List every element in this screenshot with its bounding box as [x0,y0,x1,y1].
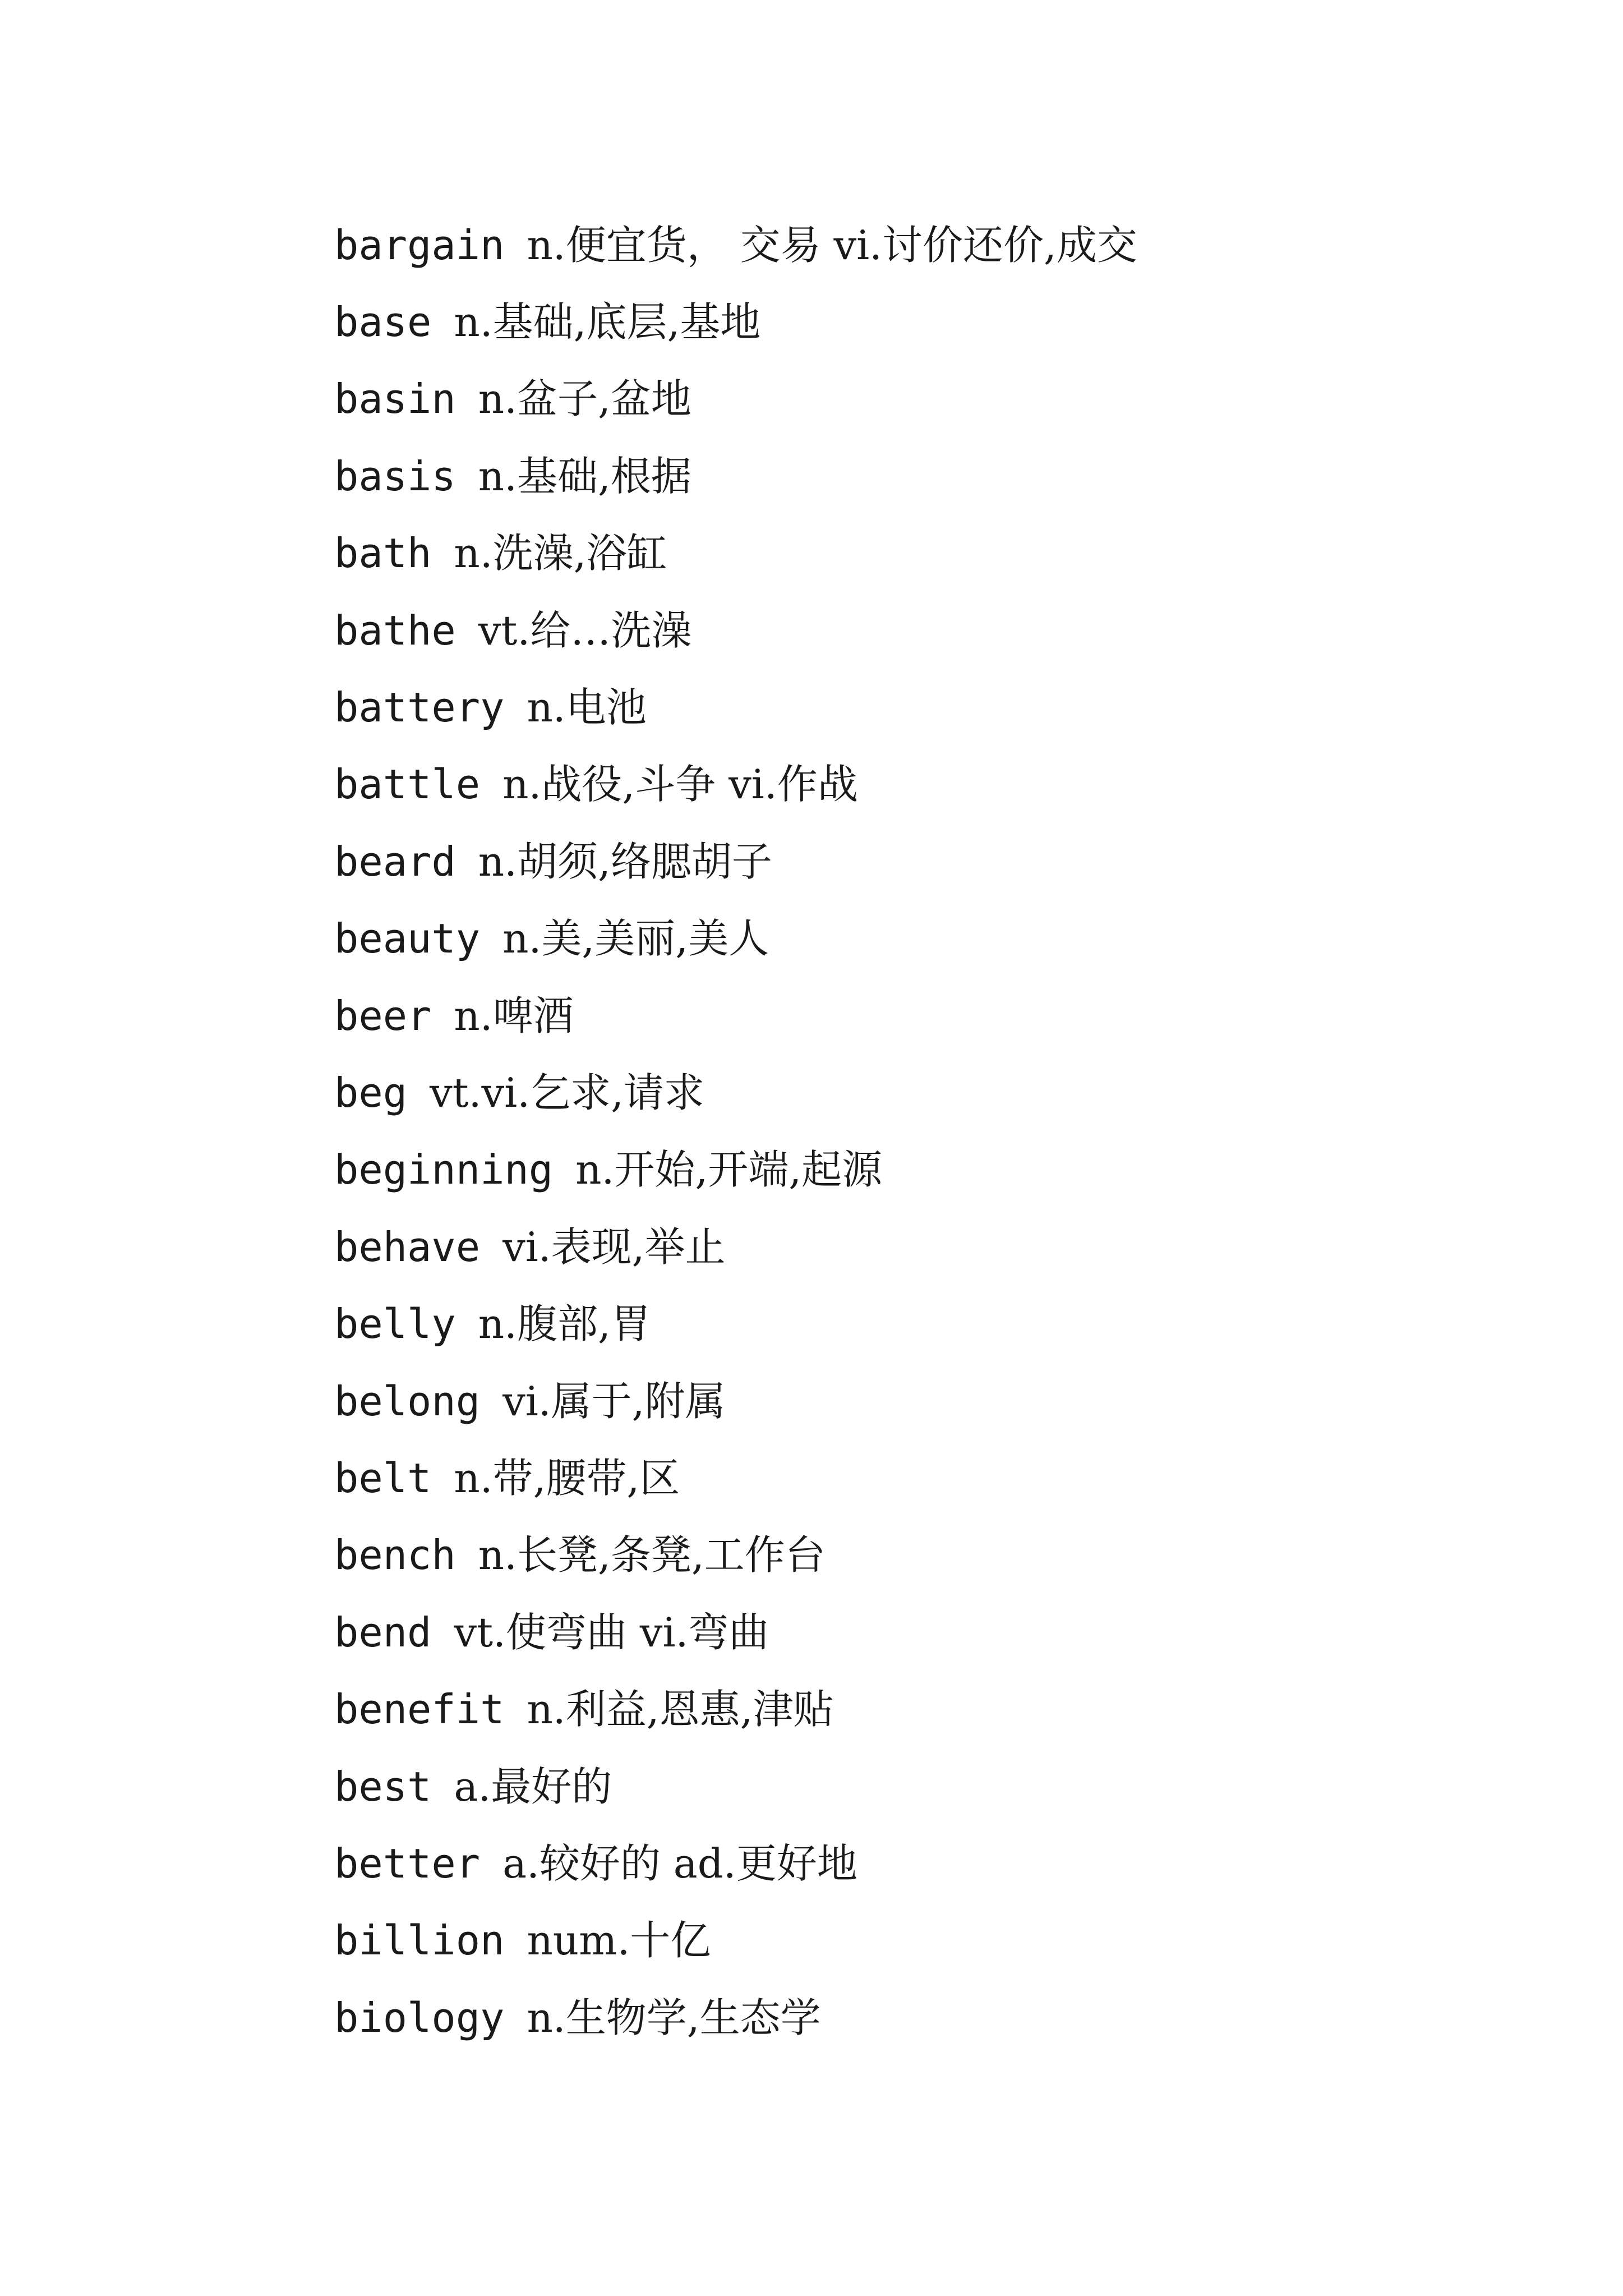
entry-definition: n.便宜货， 交易 vi.讨价还价,成交 [527,221,1137,269]
vocabulary-entry [334,283,1512,360]
vocabulary-entry [334,438,1512,514]
entry-definition: vt.给…洗澡 [478,606,692,654]
entry-definition: n.开始,开端,起源 [575,1146,883,1194]
entry-word: bathe [334,606,456,654]
vocabulary-entry [334,1671,1512,1747]
entry-definition: n.战役,斗争 vi.作战 [502,761,858,808]
vocabulary-entry [334,1979,1512,2056]
entry-definition: n.洗澡,浴缸 [454,530,667,577]
vocabulary-entry [334,900,1512,977]
vocabulary-entry [334,1902,1512,1979]
entry-word: base [334,298,432,346]
entry-word: bath [334,530,432,577]
entry-word: beauty [334,915,481,963]
entry-definition: n.基础,根据 [478,452,691,500]
entry-word: behave [334,1223,481,1271]
entry-word: best [334,1763,432,1810]
vocabulary-entry [334,1825,1512,1902]
entry-word: basin [334,375,456,423]
entry-definition: n.胡须,络腮胡子 [478,838,772,885]
entry-definition: num.十亿 [527,1917,711,1964]
entry-word: billion [334,1917,505,1964]
entry-definition: a.最好的 [454,1763,612,1810]
vocabulary-entry [334,1439,1512,1516]
vocabulary-entry [334,1131,1512,1208]
entry-word: beg [334,1069,408,1116]
entry-definition: n.美,美丽,美人 [502,915,769,963]
entry-word: bend [334,1608,432,1656]
entry-word: benefit [334,1686,505,1733]
entry-definition: n.腹部,胃 [478,1300,651,1348]
vocabulary-entry [334,515,1512,592]
vocabulary-entry [334,1363,1512,1439]
vocabulary-entry [334,746,1512,823]
vocabulary-entry [334,669,1512,746]
entry-word: beer [334,992,432,1039]
entry-word: bargain [334,221,505,269]
entry-word: better [334,1839,481,1887]
entry-definition: vi.表现,举止 [502,1223,726,1271]
entry-word: biology [334,1994,505,2041]
entry-definition: n.长凳,条凳,工作台 [478,1531,826,1579]
entry-word: beginning [334,1146,554,1194]
vocabulary-entry [334,1208,1512,1285]
entry-word: bench [334,1531,456,1579]
vocabulary-entry [334,1054,1512,1131]
entry-word: belt [334,1454,432,1502]
vocabulary-entry [334,1517,1512,1594]
entry-definition: n.盆子,盆地 [478,375,691,423]
vocabulary-entry [334,823,1512,900]
entry-word: belong [334,1377,481,1425]
vocabulary-entry [334,977,1512,1054]
vocabulary-entry [334,206,1512,283]
entry-definition: vt.使弯曲 vi.弯曲 [454,1608,769,1656]
entry-word: battle [334,761,481,808]
entry-word: battery [334,684,505,731]
entry-definition: vi.属于,附属 [502,1377,726,1425]
vocabulary-entry [334,1594,1512,1671]
entry-definition: n.利益,恩惠,津贴 [527,1686,834,1733]
entry-word: basis [334,452,456,500]
vocabulary-list [334,206,1512,2056]
entry-definition: n.带,腰带,区 [454,1454,680,1502]
entry-word: beard [334,838,456,885]
entry-definition: n.电池 [527,684,647,731]
vocabulary-entry [334,592,1512,669]
vocabulary-entry [334,1748,1512,1825]
entry-word: belly [334,1300,456,1348]
entry-definition: n.生物学,生态学 [527,1994,821,2041]
entry-definition: n.啤酒 [454,992,574,1039]
entry-definition: vt.vi.乞求,请求 [430,1069,705,1116]
entry-definition: n.基础,底层,基地 [454,298,761,346]
vocabulary-entry [334,361,1512,438]
entry-definition: a.较好的 ad.更好地 [502,1839,857,1887]
vocabulary-entry [334,1285,1512,1362]
